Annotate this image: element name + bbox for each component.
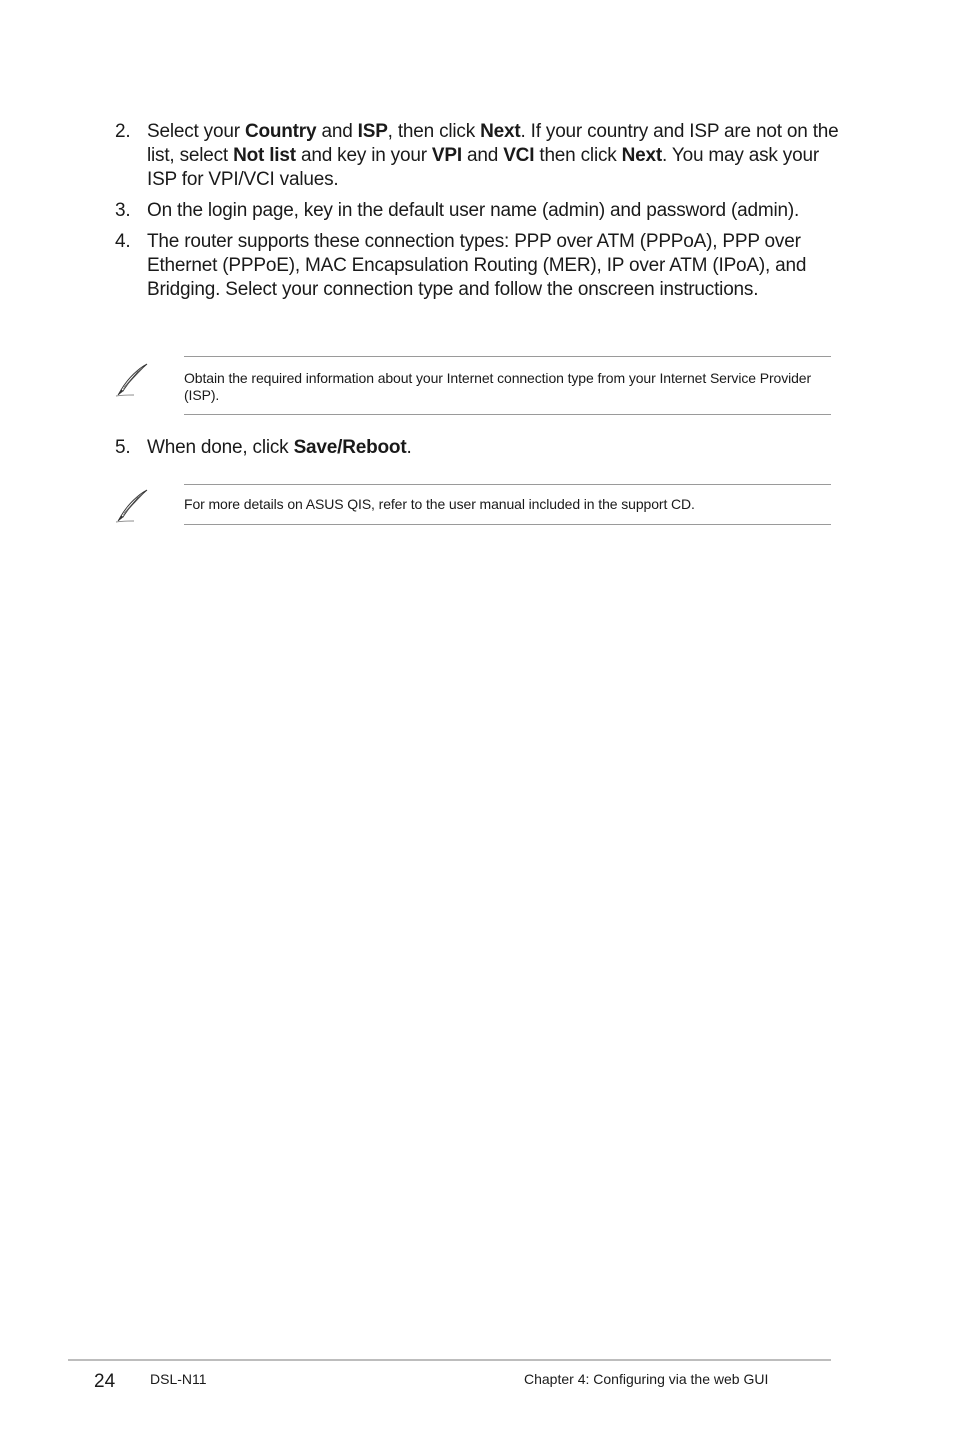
step-run: The router supports these connection types: PPP over ATM (PPPoA), PPP over Ethernet (PPPoE), MAC Encapsulation Routing (MER), IP over ATM (IPoA), and Bridging. Select your connection type and follow the onscreen instructions. <box>147 231 807 300</box>
note-box <box>184 356 831 415</box>
step-run: then click <box>534 145 622 166</box>
step-emphasis: Not list <box>233 145 296 166</box>
step-run: Select your <box>147 121 245 142</box>
step-2 <box>115 120 845 192</box>
step-emphasis: VPI <box>431 145 462 166</box>
footer-chapter: Chapter 4: Configuring via the web GUI <box>524 1371 769 1387</box>
step-number: 3. <box>115 200 131 221</box>
note-text: For more details on ASUS QIS, refer to the user manual included in the support CD. <box>184 496 695 512</box>
step-run: On the login page, key in the default user name (admin) and password (admin). <box>147 200 800 221</box>
step-emphasis: Next <box>621 145 663 166</box>
step-number: 2. <box>115 121 131 142</box>
footer-model: DSL-N11 <box>150 1371 207 1387</box>
step-text <box>147 199 845 223</box>
step-text <box>147 120 845 192</box>
step-4 <box>115 230 845 302</box>
step-text <box>147 230 845 302</box>
step-number: 4. <box>115 231 131 252</box>
step-emphasis: VCI <box>503 145 535 166</box>
note-pen-icon <box>114 488 150 524</box>
step-run: and <box>461 145 504 166</box>
step-5 <box>115 436 845 460</box>
step-run: and <box>316 121 358 142</box>
step-run: . You may ask your ISP for VPI/VCI values. <box>147 145 819 190</box>
note-text: Obtain the required information about your Internet connection type from your Internet Service Provider (ISP). <box>184 370 812 403</box>
step-run: , then click <box>387 121 481 142</box>
step-run: . <box>406 437 412 458</box>
note-box <box>184 484 831 525</box>
step-emphasis: Next <box>480 121 521 142</box>
step-emphasis: Country <box>244 121 317 142</box>
step-emphasis: ISP <box>357 121 388 142</box>
note-pen-icon <box>114 362 150 398</box>
step-text <box>147 436 845 460</box>
step-run: and key in your <box>295 145 432 166</box>
footer-divider <box>68 1359 831 1361</box>
step-emphasis: Save/Reboot <box>293 437 407 458</box>
step-run: When done, click <box>147 437 294 458</box>
step-number: 5. <box>115 437 131 458</box>
page-number: 24 <box>94 1371 116 1392</box>
step-run: . If your country and ISP are not on the list, select <box>147 121 839 166</box>
step-3 <box>115 199 845 223</box>
